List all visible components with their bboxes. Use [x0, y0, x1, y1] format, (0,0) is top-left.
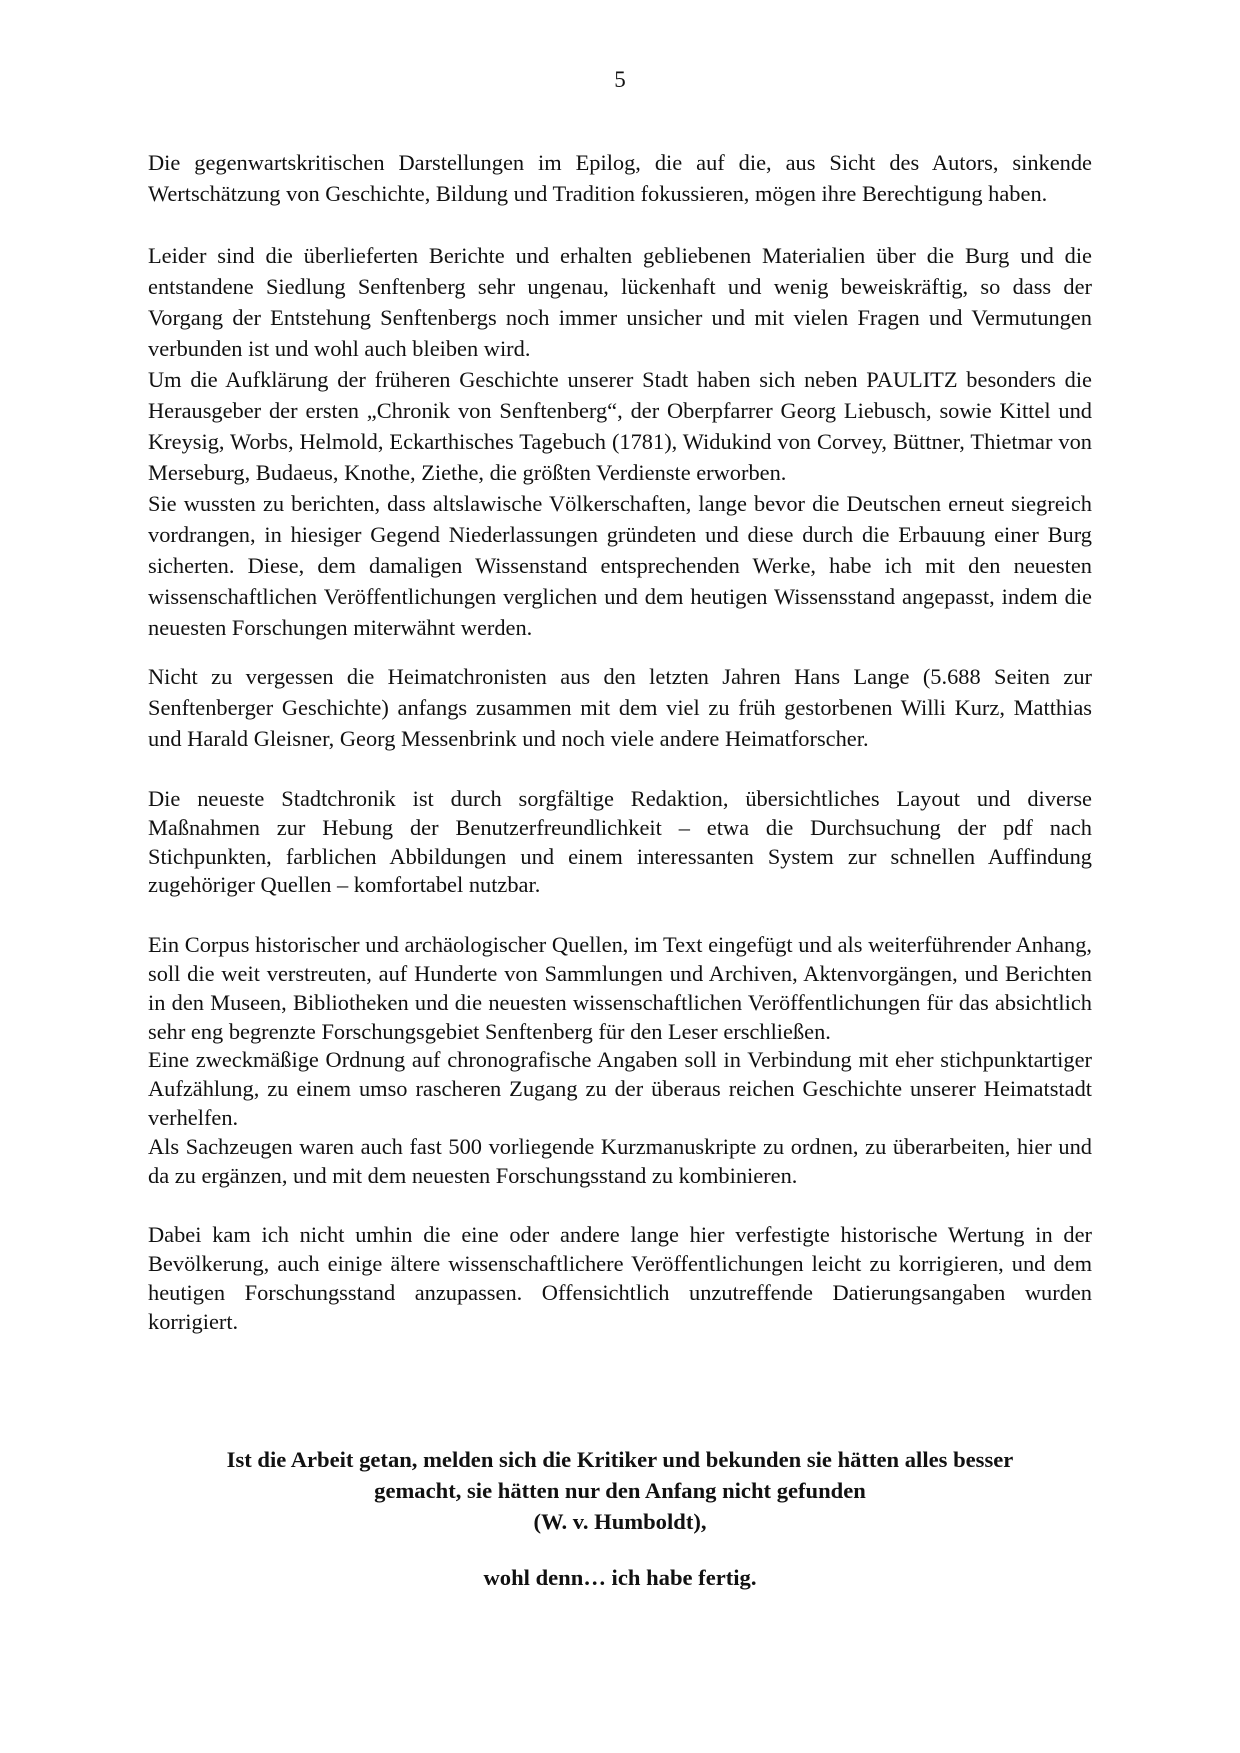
- quote-attribution: (W. v. Humboldt),: [533, 1509, 707, 1534]
- closing-line: wohl denn… ich habe fertig.: [483, 1565, 757, 1590]
- paragraph-manuscripts: Als Sachzeugen waren auch fast 500 vorliegende Kurzmanuskripte zu ordnen, zu überarbeiten, hier und da zu ergänzen, und mit dem neuesten Forschungsstand zu kombinieren.: [148, 1133, 1092, 1188]
- body-text: [148, 147, 1092, 1337]
- paragraph-local-historians: Nicht zu vergessen die Heimatchronisten aus den letzten Jahren Hans Lange (5.688 Seiten zur Senftenberger Geschichte) anfangs zusammen mit dem viel zu früh gestorbenen Willi Kurz, Matthias und Harald Gleisner, Georg Messenbrink und noch viele andere Heimatforscher.: [148, 664, 1092, 751]
- paragraph-epilog: Die gegenwartskritischen Darstellungen im Epilog, die auf die, aus Sicht des Autors, sinkende Wertschätzung von Geschichte, Bildung und Tradition fokussieren, mögen ihre Berechtigung haben.: [148, 150, 1092, 206]
- quote-line-2: gemacht, sie hätten nur den Anfang nicht gefunden: [374, 1478, 866, 1503]
- page-number: 5: [614, 67, 626, 92]
- paragraph-chroniclers: Um die Aufklärung der früheren Geschichte unserer Stadt haben sich neben PAULITZ besonders die Herausgeber der ersten „Chronik von Senftenberg“, der Oberpfarrer Georg Liebusch, sowie Kittel und Kreysig, Worbs, Helmold, Eckarthisches Tagebuch (1781), Widukind von Corvey, Büttner, Thietmar von Merseburg, Budaeus, Knothe, Ziethe, die größten Verdienste erworben.: [148, 367, 1092, 485]
- paragraph-corrections: Dabei kam ich nicht umhin die eine oder andere lange hier verfestigte historische Wertung in der Bevölkerung, auch einige ältere wissenschaftlichere Veröffentlichungen leicht zu korrigieren, und dem heutigen Forschungsstand anzupassen. Offensichtlich unzutreffende Datierungsangaben wurden korrigiert.: [148, 1222, 1092, 1334]
- paragraph-corpus: Ein Corpus historischer und archäologischer Quellen, im Text eingefügt und als weiterführender Anhang, soll die weit verstreuten, auf Hunderte von Sammlungen und Archiven, Aktenvorgängen, und Berichten in den Museen, Bibliotheken und die neuesten wissenschaftlichen Veröffentlichungen für das absichtlich sehr eng begrenzte Forschungsgebiet Senftenberg für den Leser erschließen.: [148, 932, 1092, 1044]
- quote-line-1: Ist die Arbeit getan, melden sich die Kritiker und bekunden sie hätten alles besser: [226, 1447, 1014, 1472]
- humboldt-quote: [148, 1444, 1092, 1537]
- paragraph-order: Eine zweckmäßige Ordnung auf chronografische Angaben soll in Verbindung mit eher stichpunktartiger Aufzählung, zu einem umso rascheren Zugang zu der überaus reichen Geschichte unserer Heimatstadt verhelfen.: [148, 1047, 1092, 1130]
- paragraph-slavic-settlements: Sie wussten zu berichten, dass altslawische Völkerschaften, lange bevor die Deutschen erneut siegreich vordrangen, in hiesiger Gegend Niederlassungen gründeten und diese durch die Erbauung einer Burg sicherten. Diese, dem damaligen Wissenstand entsprechenden Werke, habe ich mit den neuesten wissenschaftlichen Veröffentlichungen verglichen und dem heutigen Wissensstand angepasst, indem die neuesten Forschungen miterwähnt werden.: [148, 491, 1092, 640]
- paragraph-sources-uncertain: Leider sind die überlieferten Berichte und erhalten gebliebenen Materialien über die Burg und die entstandene Siedlung Senftenberg sehr ungenau, lückenhaft und wenig beweiskräftig, so dass der Vorgang der Entstehung Senftenbergs noch immer unsicher und mit vielen Fragen und Vermutungen verbunden ist und wohl auch bleiben wird.: [148, 243, 1092, 361]
- paragraph-new-chronicle: Die neueste Stadtchronik ist durch sorgfältige Redaktion, übersichtliches Layout und diverse Maßnahmen zur Hebung der Benutzerfreundlichkeit – etwa die Durchsuchung der pdf nach Stichpunkten, farblichen Abbildungen und einem interessanten System zur schnellen Auffindung zugehöriger Quellen – komfortabel nutzbar.: [148, 786, 1092, 898]
